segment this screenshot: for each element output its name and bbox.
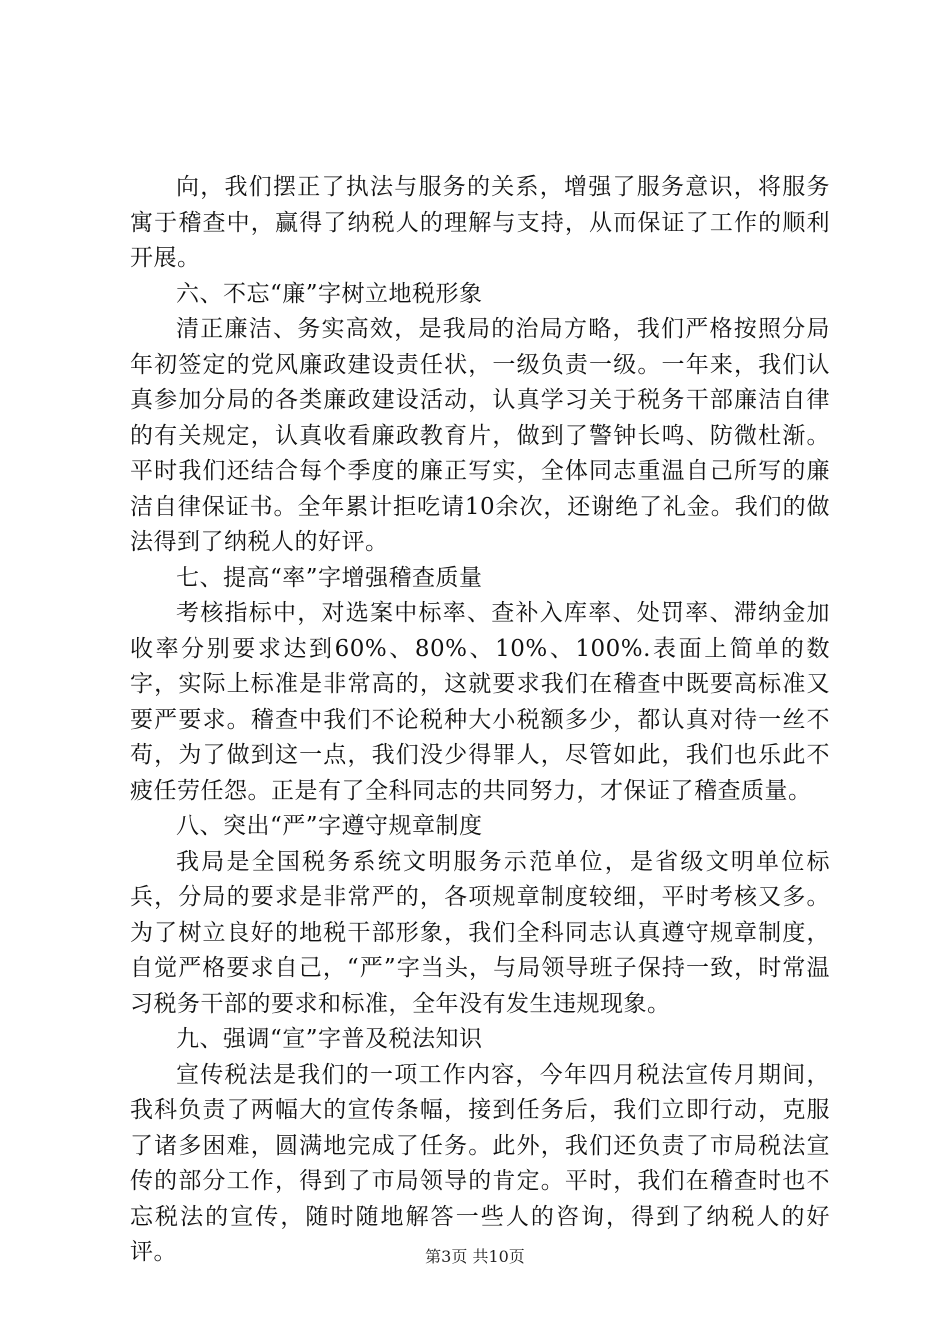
paragraph-continued: 向，我们摆正了执法与服务的关系，增强了服务意识，将服务寓于稽查中，赢得了纳税人的理解与支持，从而保证了工作的顺利开展。 bbox=[130, 174, 830, 271]
section-heading-9: 九、强调“宣”字普及税法知识 bbox=[176, 1026, 483, 1052]
page-footer: 第3页 共10页 bbox=[425, 1247, 525, 1266]
section-heading-7: 七、提高“率”字增强稽查质量 bbox=[176, 564, 483, 591]
paragraph-section-8: 我局是全国税务系统文明服务示范单位，是省级文明单位标兵，分局的要求是非常严的，各项规章制度较细，平时考核又多。为了树立良好的地税干部形象，我们全科同志认真遵守规章制度，自觉严格要求自己，“严”字当头，与局领导班子保持一致，时常温习税务干部的要求和标准，全年没有发生违规现象。 bbox=[130, 848, 830, 1017]
paragraph-section-9: 宣传税法是我们的一项工作内容，今年四月税法宣传月期间，我科负责了两幅大的宣传条幅，接到任务后，我们立即行动，克服了诸多困难，圆满地完成了任务。此外，我们还负责了市局税法宣传的部分工作，得到了市局领导的肯定。平时，我们在稽查时也不忘税法的宣传，随时随地解答一些人的咨询，得到了纳税人的好评。 bbox=[130, 1061, 830, 1265]
paragraph-section-6: 清正廉洁、务实高效，是我局的治局方略，我们严格按照分局年初签定的党风廉政建设责任状，一级负责一级。一年来，我们认真参加分局的各类廉政建设活动，认真学习关于税务干部廉洁自律的有关规定，认真收看廉政教育片，做到了警钟长鸣、防微杜渐。平时我们还结合每个季度的廉正写实，全体同志重温自己所写的廉洁自律保证书。全年累计拒吃请10余次，还谢绝了礼金。我们的做法得到了纳税人的好评。 bbox=[130, 316, 830, 555]
section-heading-8: 八、突出“严”字遵守规章制度 bbox=[176, 813, 483, 839]
section-heading-6: 六、不忘“廉”字树立地税形象 bbox=[176, 280, 483, 307]
paragraph-section-7: 考核指标中，对选案中标率、查补入库率、处罚率、滞纳金加收率分别要求达到60%、80%、10%、100%.表面上简单的数字，实际上标准是非常高的，这就要求我们在稽查中既要高标准又要严要求。稽查中我们不论税种大小税额多少，都认真对待一丝不苟，为了做到这一点，我们没少得罪人，尽管如此，我们也乐此不疲任劳任怨。正是有了全科同志的共同努力，才保证了稽查质量。 bbox=[130, 600, 830, 804]
document-body bbox=[130, 170, 830, 1271]
